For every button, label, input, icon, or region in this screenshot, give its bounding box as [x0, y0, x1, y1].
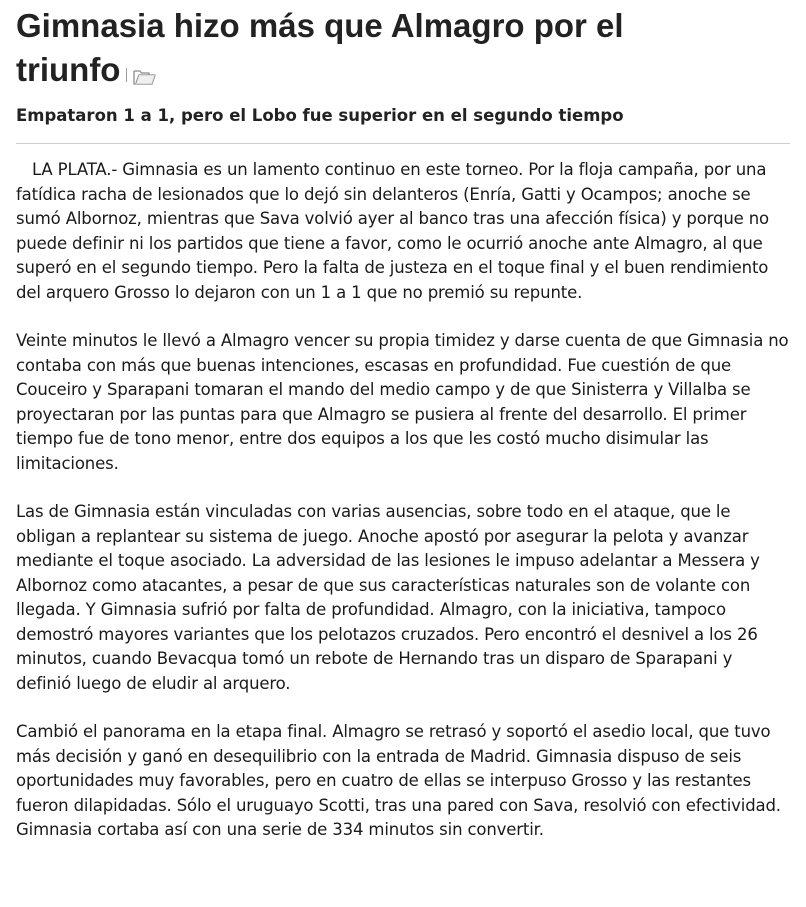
headline-icons [126, 51, 157, 97]
article [16, 0, 802, 867]
subheadline: Empataron 1 a 1, pero el Lobo fue superior en el segundo tiempo [16, 106, 624, 126]
article-body [16, 158, 792, 843]
paragraph-3: Las de Gimnasia están vinculadas con varias ausencias, sobre todo en el ataque, que le obligan a replantear su sistema de juego. Anoche apostó por asegurar la pelota y avanzar mediante el toque asociado. La adversidad de las lesiones le impuso adelantar a Messera y Albornoz como atacantes, a pesar de que sus características naturales son de volante con llegada. Y Gimnasia sufrió por falta de profundidad. Almagro, con la iniciativa, tampoco demostró mayores variantes que los pelotazos cruzados. Pero encontró el desnivel a los 26 minutos, cuando Bevacqua tomó un rebote de Hernando tras un disparo de Sparapani y definió luego de eludir al arquero. [16, 502, 760, 693]
divider [16, 143, 790, 144]
paragraph-1: LA PLATA.- Gimnasia es un lamento continuo en este torneo. Por la floja campaña, por una fatídica racha de lesionados que lo dejó sin delanteros (Enría, Gatti y Ocampos; anoche se sumó Albornoz, mientras que Sava volvió ayer al banco tras una afección física) y porque no puede definir ni los partidos que tiene a favor, como le ocurrió anoche ante Almagro, al que superó en el segundo tiempo. Pero la falta de justeza en el toque final y el buen rendimiento del arquero Grosso lo dejaron con un 1 a 1 que no premió su repunte. [16, 160, 770, 302]
headline [16, 0, 716, 95]
icon-separator [126, 68, 127, 82]
paragraph-4: Cambió el panorama en la etapa final. Almagro se retrasó y soportó el asedio local, que tuvo más decisión y ganó en desequilibrio con la entrada de Madrid. Gimnasia dispuso de seis oportunidades muy favorables, pero en cuatro de ellas se interpuso Grosso y las restantes fueron dilapidadas. Sólo el uruguayo Scotti, tras una pared con Sava, resolvió con efectividad. Gimnasia cortaba así con una serie de 334 minutos sin convertir. [16, 722, 781, 840]
headline-text: Gimnasia hizo más que Almagro por el triunfo [16, 7, 624, 88]
paragraph-2: Veinte minutos le llevó a Almagro vencer su propia timidez y darse cuenta de que Gimnasia no contaba con más que buenas intenciones, escasas en profundidad. Fue cuestión de que Couceiro y Sparapani tomaran el mando del medio campo y de que Sinisterra y Villalba se proyectaran por las puntas para que Almagro se pusiera al frente del desarrollo. El primer tiempo fue de tono menor, entre dos equipos a los que les costó mucho disimular las limitaciones. [16, 331, 789, 473]
folder-open-icon[interactable] [133, 53, 157, 97]
